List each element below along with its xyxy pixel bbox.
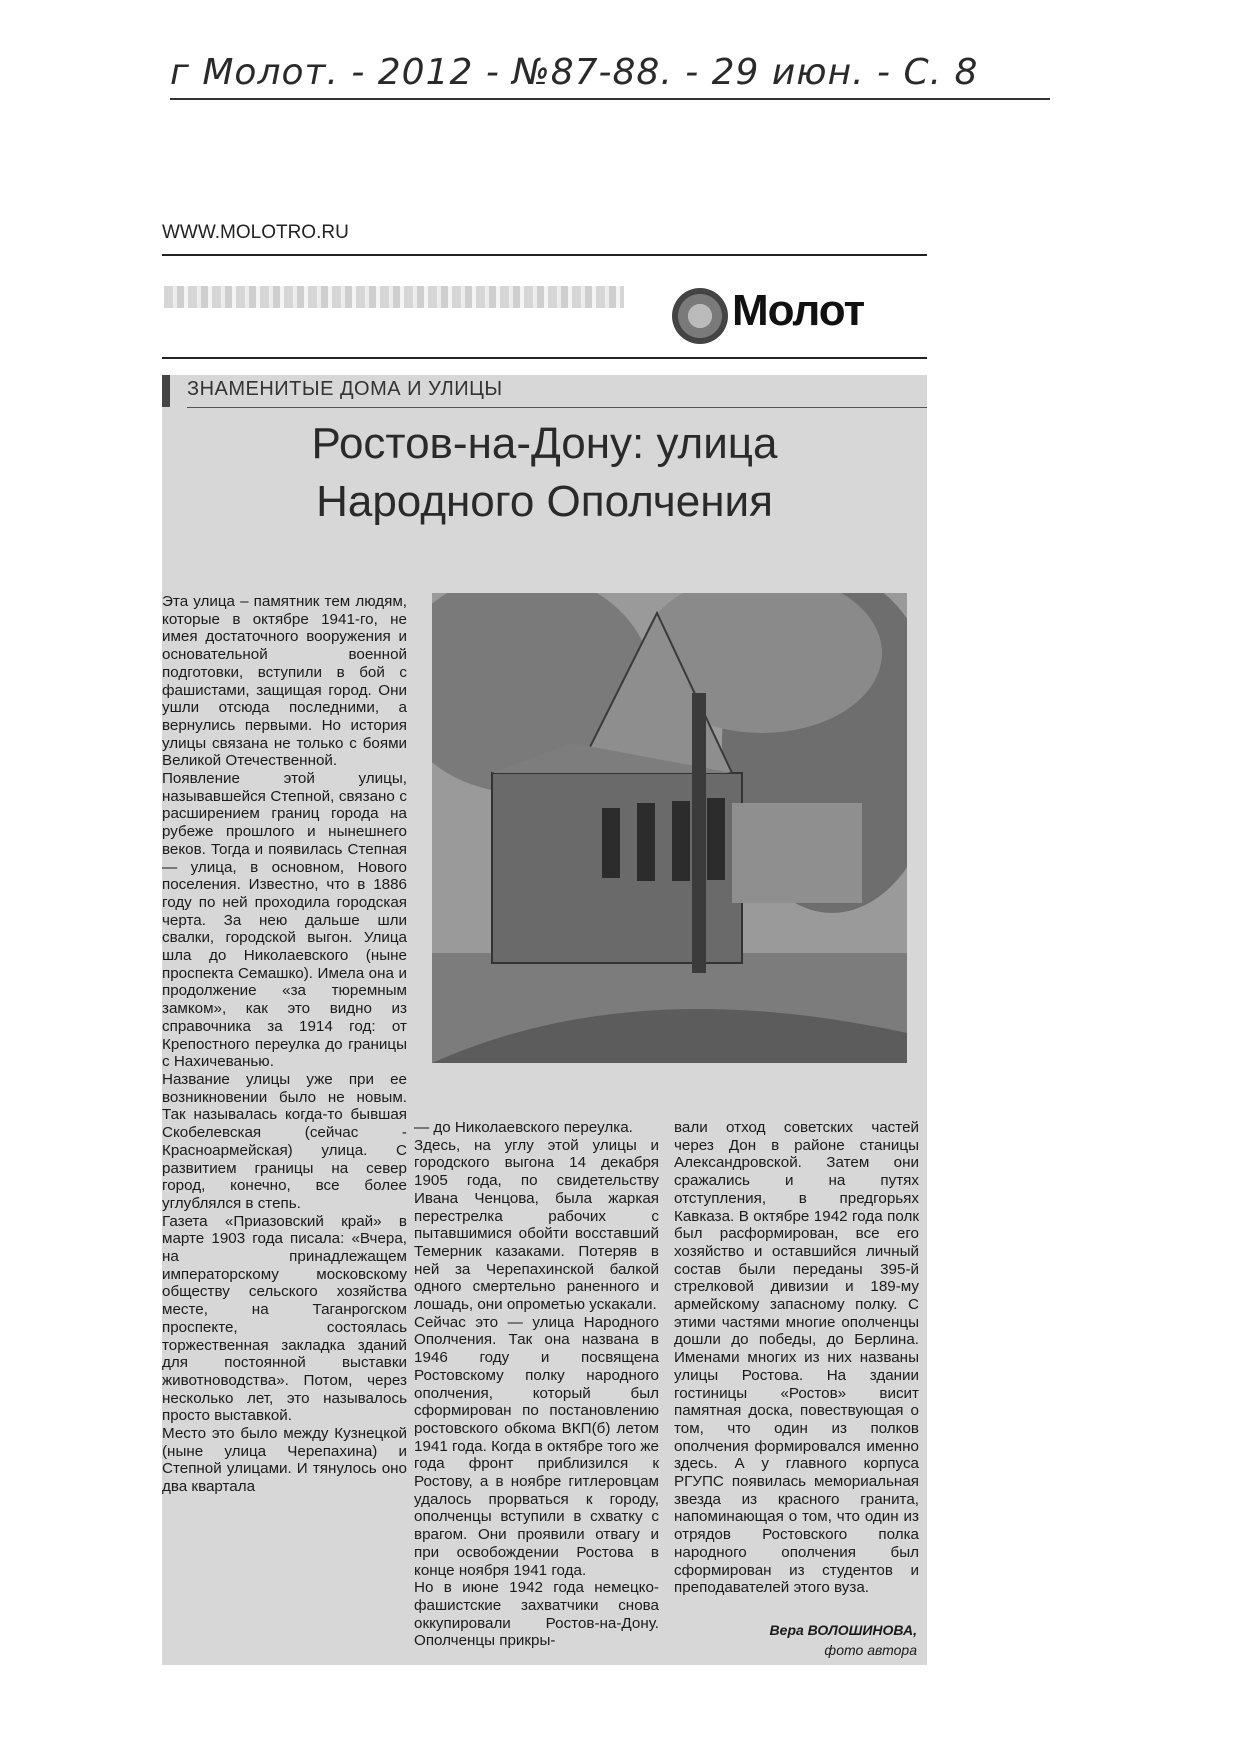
article-column-1: Эта улица – памятник тем людям, которые в октябре 1941-го, не имея достаточного вооружения и основательной военной подготовки, вступили в бой с фашистами, защищая город. Они ушли отсюда последними, а вернулись первыми. Но история улицы связана не только с боями Великой Отечественной. Появление этой улицы, называвшейся Степной, связано с расширением границ города на рубеже прошлого и нынешнего веков. Тогда и появилась Степная — улица, в основном, Нового поселения. Известно, что в 1886 году по ней проходила городская черта. За нею дальше шли свалки, городской выгон. Улица шла до Николаевского (ныне проспекта Семашко). Имела она и продолжение «за тюремным замком», как это видно из справочника за 1914 год: от Крепостного переулка до границы с Нахичеванью. Название улицы уже при ее возникновении было не новым. Так называлась когда-то бывшая Скобелевская (сейчас - Красноармейская) улица. С развитием границы на север город, конечно, все более углублялся в степь. Газета «Приазовский край» в марте 1903 года писала: «Вчера, на принадлежащем императорскому московскому обществу сельского хозяйства месте, на Таганрогском проспекте, состоялась торжественная закладка зданий для постоянной выставки животноводства». Потом, через несколько лет, это называлось просто выставкой. Место это было между Кузнецкой (ныне улица Черепахина) и Степной улицами. И тянулось оно два квартала: [162, 593, 407, 1496]
order-emblem-icon: [672, 288, 728, 344]
top-rule: [162, 254, 927, 256]
citation-text: г Молот. - 2012 - №87-88. - 29 июн. - С. 8: [170, 52, 979, 93]
article-column-2: — до Николаевского переулка. Здесь, на углу этой улицы и городского выгона 14 декабря 1905 года, по свидетельству Ивана Ченцова, была жаркая перестрелка рабочих с пытавшимися обойти восставший Темерник казаками. Потеряв в ней за Черепахинской балкой одного смертельно раненного и лошадь, они опрометью ускакали. Сейчас это — улица Народного Ополчения. Так она названа в 1946 году и посвящена Ростовскому полку народного ополчения, который был сформирован по постановлению ростовского обкома ВКП(б) летом 1941 года. Когда в октябре того же года фронт приблизился к Ростову, а в ноябре гитлеровцам удалось прорваться к городу, ополченцы вступили в схватку с врагом. Они проявили отвагу и при освобождении Ростова в конце ноября 1941 года. Но в июне 1942 года немецко-фашистские захватчики снова оккупировали Ростов-на-Дону. Ополченцы прикры-: [414, 1119, 660, 1650]
masthead-rule: [162, 357, 927, 359]
newspaper-clipping: [162, 200, 937, 1670]
section-rule: [187, 407, 927, 408]
article: [162, 375, 927, 1665]
section-marker: [162, 375, 170, 407]
faded-header-text: [164, 286, 624, 308]
house-photo-illustration: [432, 593, 907, 1063]
article-title: [162, 415, 927, 531]
title-line-2: Народного Ополчения: [316, 477, 773, 526]
article-column-3: вали отход советских частей через Дон в районе станицы Александровской. Затем они сражались и на путях отступления, в предгорьях Кавказа. В октябре 1942 года полк был расформирован, все его хозяйство и оставшийся личный состав были переданы 395-й стрелковой дивизии и 189-му армейскому запасному полку. С этими частями многие ополченцы дошли до победы, до Берлина. Именами многих из них названы улицы Ростова. На здании гостиницы «Ростов» висит памятная доска, повествующая о том, что один из полков ополчения формировался именно здесь. А у главного корпуса РГУПС появилась мемориальная звезда из красного гранита, напоминающая о том, что один из отрядов Ростовского полка народного ополчения был сформирован из студентов и преподавателей этого вуза.: [674, 1119, 919, 1597]
site-url: WWW.MOLOTRO.RU: [162, 222, 349, 243]
section-heading: ЗНАМЕНИТЫЕ ДОМА И УЛИЦЫ: [187, 378, 503, 400]
byline-photo-credit: фото автора: [824, 1642, 917, 1658]
byline: [770, 1620, 917, 1660]
house-photo: [432, 593, 907, 1063]
citation-underline: [170, 98, 1050, 100]
title-line-1: Ростов-на-Дону: улица: [311, 419, 778, 468]
masthead-logo: Молот: [732, 286, 865, 335]
handwritten-citation: [170, 52, 1050, 100]
byline-author: Вера ВОЛОШИНОВА,: [769, 1622, 917, 1638]
